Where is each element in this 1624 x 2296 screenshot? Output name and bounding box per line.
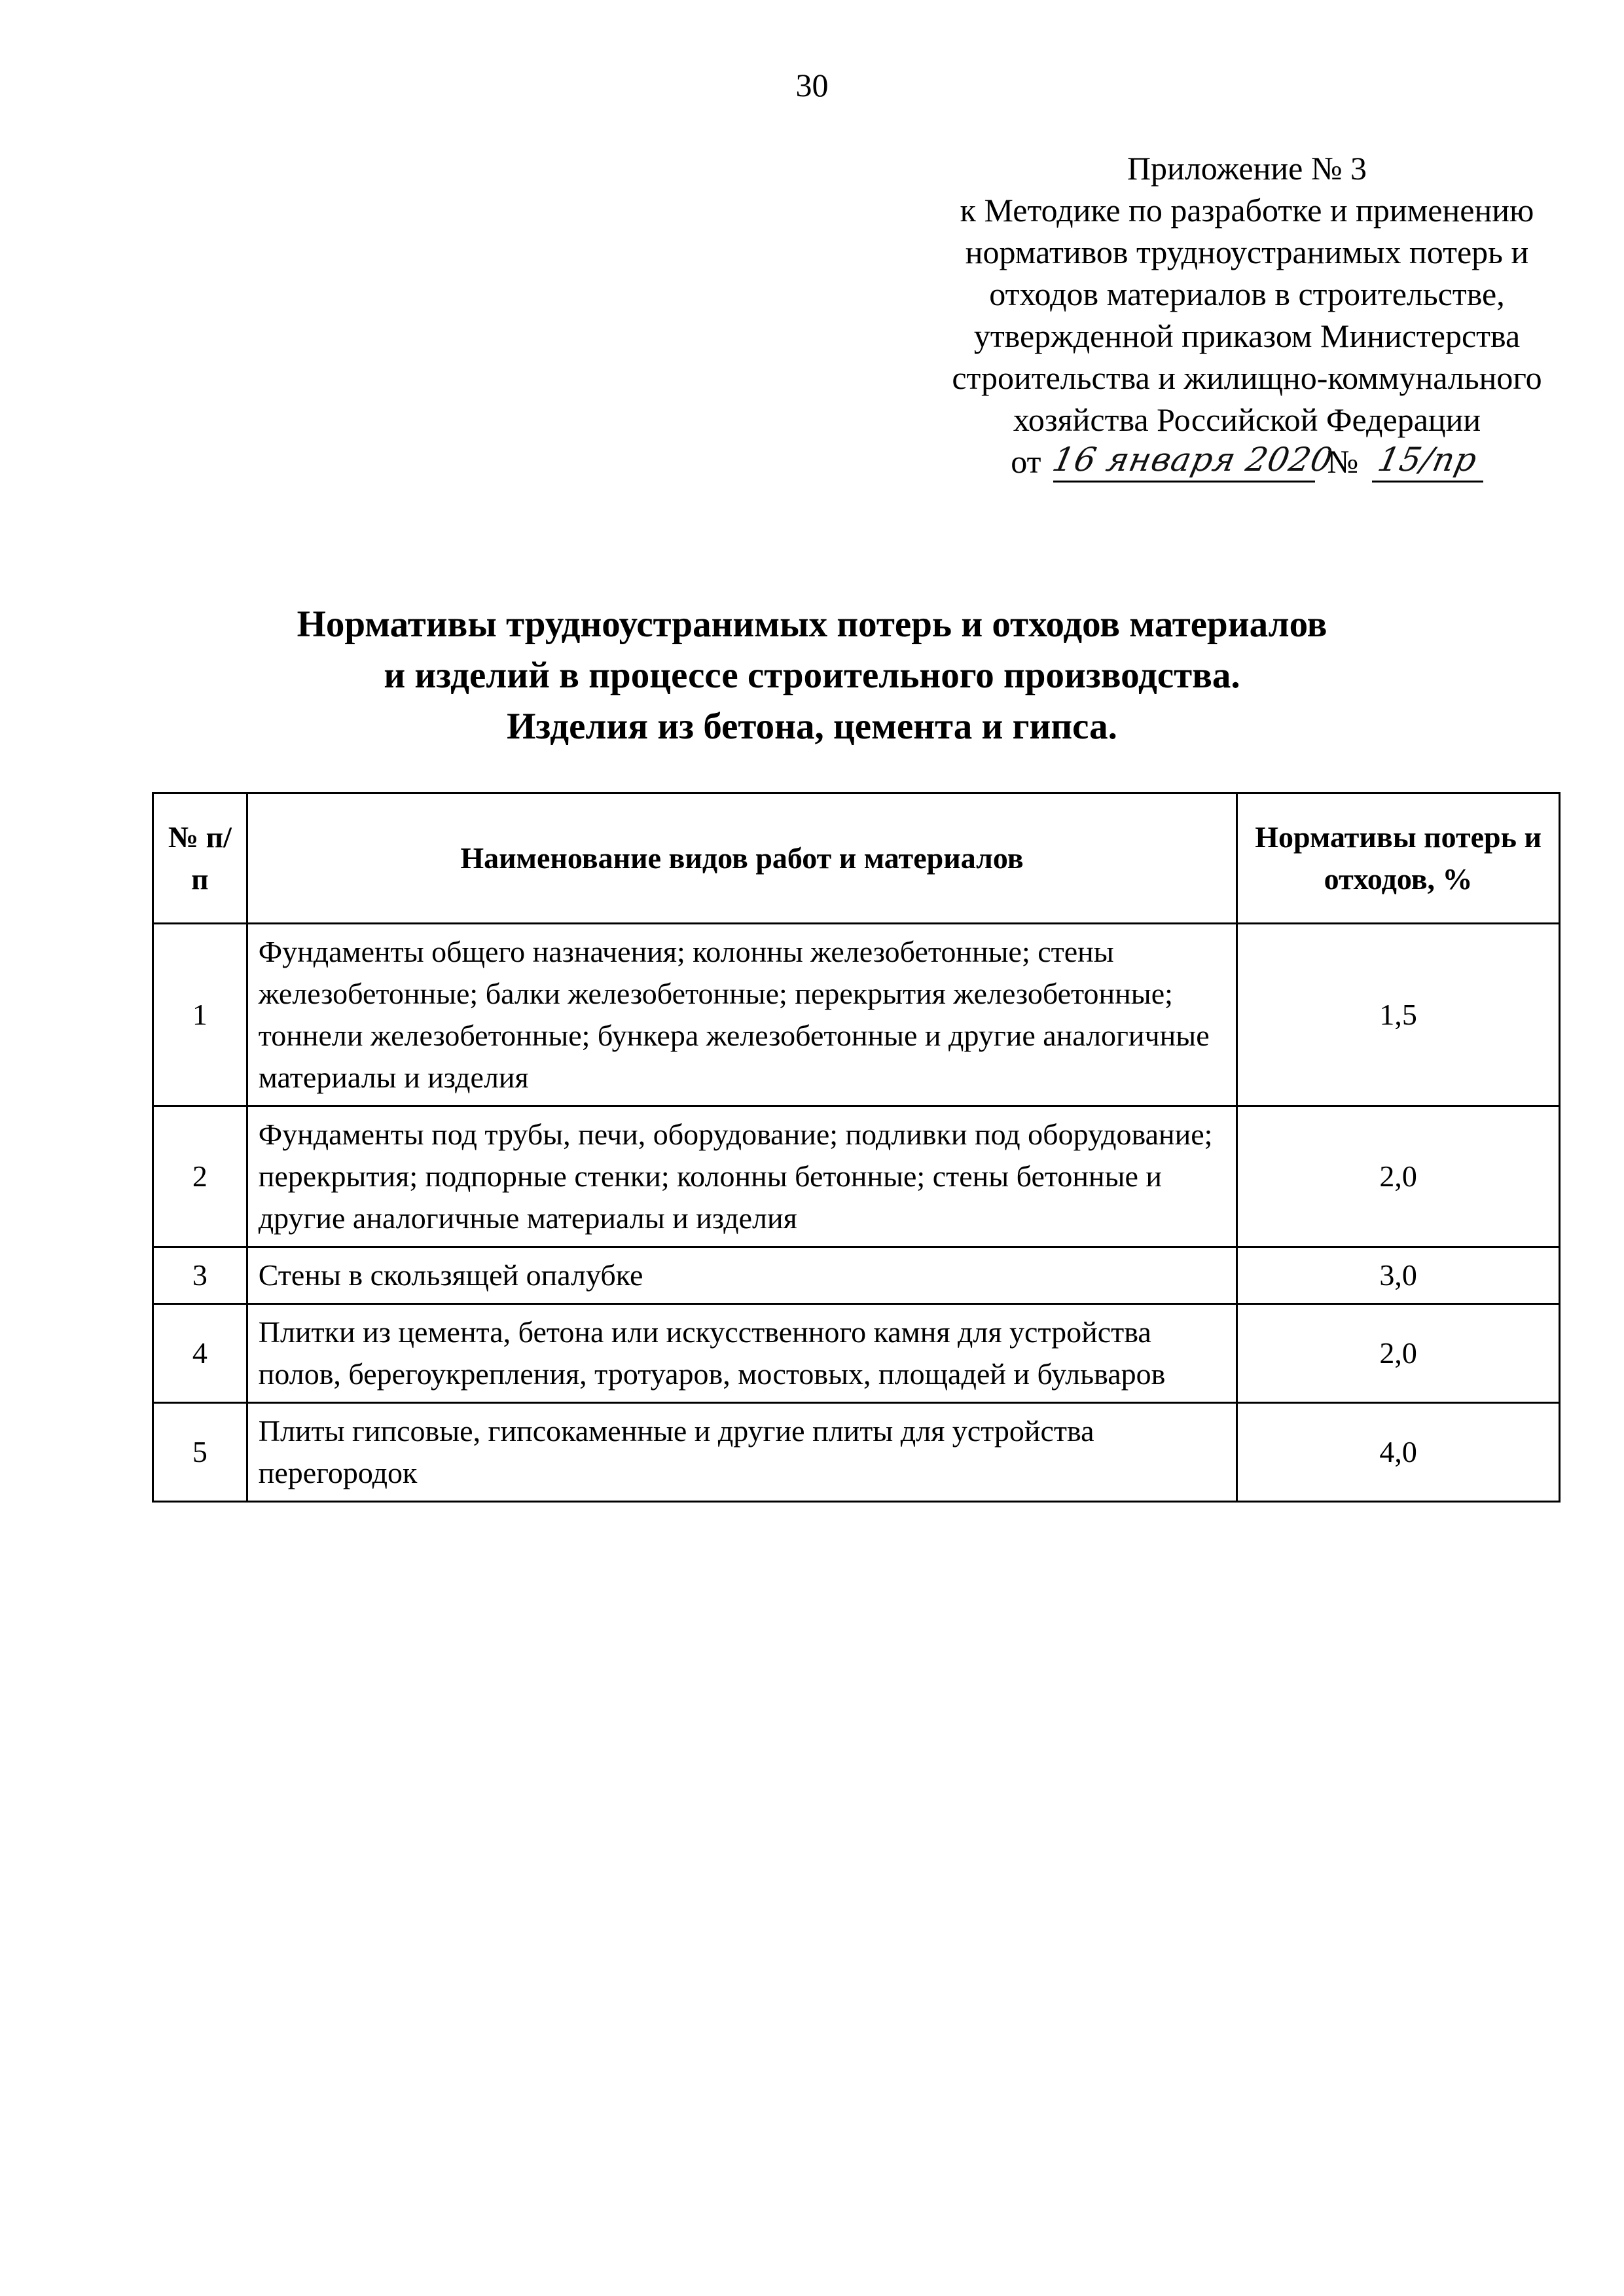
row-num: 2 — [153, 1106, 247, 1247]
header-norm: Нормативы потерь и отходов, % — [1237, 793, 1560, 924]
handwritten-date: 16 января 2020 — [1049, 441, 1337, 479]
table-row — [153, 1106, 1560, 1247]
row-norm: 2,0 — [1237, 1304, 1560, 1403]
norms-table — [152, 792, 1561, 1503]
row-norm: 3,0 — [1237, 1247, 1560, 1304]
document-title — [0, 599, 1624, 752]
number-field — [1372, 441, 1483, 483]
row-name: Плиты гипсовые, гипсокаменные и другие плиты для устройства перегородок — [247, 1403, 1237, 1502]
row-name: Фундаменты под трубы, печи, оборудование; подливки под оборудование; перекрытия; подпорные стенки; колонны бетонные; стены бетонные и другие аналогичные материалы и изделия — [247, 1106, 1237, 1247]
appendix-header — [913, 147, 1581, 489]
table-row — [153, 1247, 1560, 1304]
row-num: 5 — [153, 1403, 247, 1502]
row-num: 1 — [153, 924, 247, 1106]
appendix-line: отходов материалов в строительстве, — [989, 276, 1505, 312]
table-row — [153, 924, 1560, 1106]
number-prefix: № — [1327, 443, 1359, 480]
row-norm: 1,5 — [1237, 924, 1560, 1106]
title-line: и изделий в процессе строительного производства. — [384, 655, 1240, 696]
table-header-row — [153, 793, 1560, 924]
row-norm: 4,0 — [1237, 1403, 1560, 1502]
row-num: 4 — [153, 1304, 247, 1403]
header-name: Наименование видов работ и материалов — [247, 793, 1237, 924]
appendix-line: к Методике по разработке и применению — [960, 192, 1534, 228]
appendix-line: нормативов трудноустранимых потерь и — [965, 234, 1529, 270]
header-num: № п/п — [153, 793, 247, 924]
table-row — [153, 1304, 1560, 1403]
page-number: 30 — [795, 67, 829, 103]
date-prefix: от — [1011, 443, 1041, 480]
row-name: Фундаменты общего назначения; колонны железобетонные; стены железобетонные; балки железобетонные; перекрытия железобетонные; тоннели железобетонные; бункера железобетонные и другие аналогичные материалы и изделия — [247, 924, 1237, 1106]
row-norm: 2,0 — [1237, 1106, 1560, 1247]
date-field — [1049, 441, 1337, 483]
appendix-line: строительства и жилищно-коммунального — [952, 359, 1542, 396]
row-num: 3 — [153, 1247, 247, 1304]
title-line: Нормативы трудноустранимых потерь и отходов материалов — [297, 604, 1327, 645]
title-line: Изделия из бетона, цемента и гипса. — [507, 706, 1117, 747]
row-name: Стены в скользящей опалубке — [247, 1247, 1237, 1304]
handwritten-number: 15/пр — [1374, 441, 1481, 479]
appendix-line: утвержденной приказом Министерства — [973, 318, 1521, 354]
row-name: Плитки из цемента, бетона или искусственного камня для устройства полов, берегоукрепления, тротуаров, мостовых, площадей и бульваров — [247, 1304, 1237, 1403]
appendix-line: Приложение № 3 — [1127, 150, 1367, 187]
table-row — [153, 1403, 1560, 1502]
appendix-line: хозяйства Российской Федерации — [1013, 401, 1481, 438]
order-date-number-line — [913, 441, 1581, 489]
